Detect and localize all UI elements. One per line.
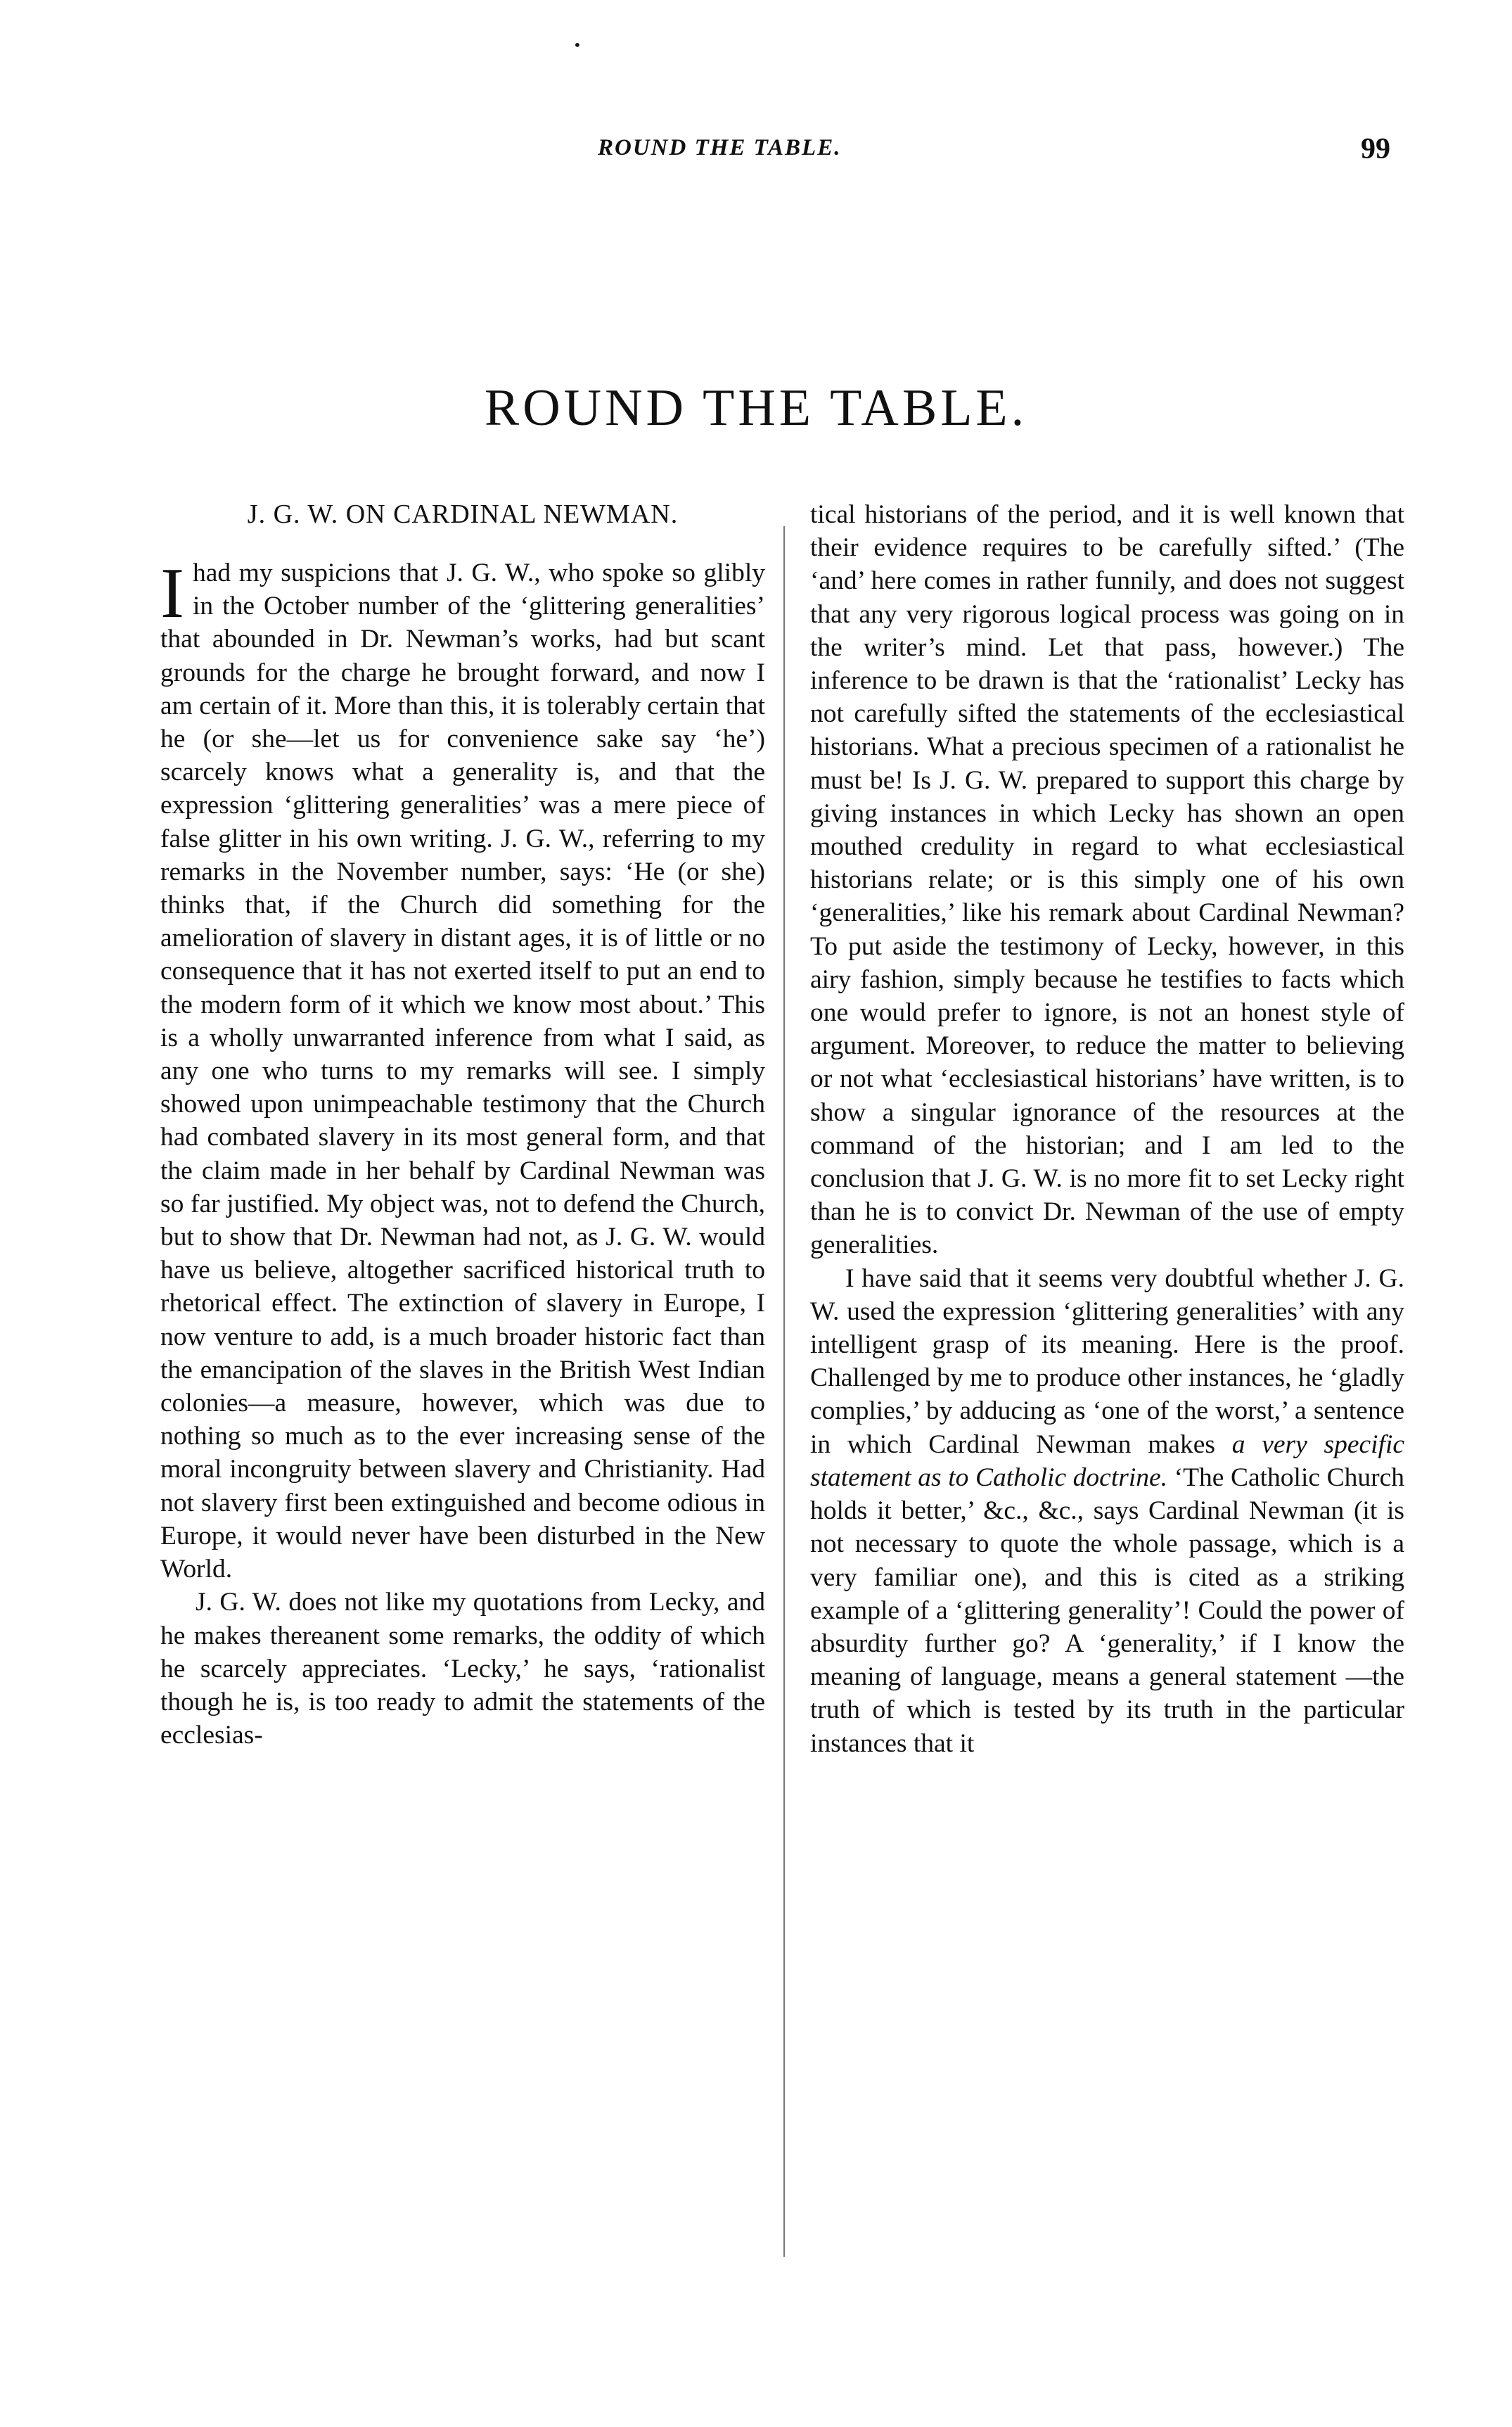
- section-heading: J. G. W. ON CARDINAL NEWMAN.: [247, 499, 679, 529]
- drop-cap: I: [160, 554, 184, 633]
- page-mark: •: [573, 37, 582, 53]
- right-paragraph-2-text-before: I have said that it seems very doubtful whether J. G. W. used the expression ‘glittering generalities’ with any intelligent grasp of its meaning. Here is the proof. Challenged by me to produce other instances, he ‘gladly complies,’ by adducing as ‘one of the worst,’ a sentence in which Cardinal Newman makes: [810, 1263, 1404, 1459]
- right-paragraph-2-text-after: ‘The Catholic Church holds it better,’ &c., &c., says Cardinal Newman (it is not necessary to quote the whole passage, which is a very familiar one), and this is cited as a striking example of a ‘glittering generality’! Could the power of absurdity further go? A ‘generality,’ if I know the meaning of language, means a general statement —the truth of which is tested by its truth in the particular instances that it: [810, 1463, 1404, 1758]
- left-paragraph-1-text: had my suspicions that J. G. W., who spoke so glibly in the October number of the ‘glittering generalities’ that abounded in Dr. Newman’s works, had but scant grounds for the charge he brought forward, and now I am certain of it. More than this, it is tolerably certain that he (or she—let us for convenience sake say ‘he’) scarcely knows what a generality is, and that the expression ‘glittering generalities’ was a mere piece of false glitter in his own writing. J. G. W., referring to my remarks in the November number, says: ‘He (or she) thinks that, if the Church did something for the amelioration of slavery in distant ages, it is of little or no consequence that it has not exerted itself to put an end to the modern form of it which we know most about.’ This is a wholly unwarranted inference from what I said, as any one who turns to my remarks will see. I simply showed upon unimpeachable testimony that the Church had combated slavery in its most general form, and that the claim made in her behalf by Cardinal Newman was so far justified. My object was, not to defend the Church, but to show that Dr. Newman had not, as J. G. W. would have us believe, altogether sacrificed historical truth to rhetorical effect. The extinction of slavery in Europe, I now venture to add, is a much broader historic fact than the emancipation of the slaves in the British West Indian colonies—a measure, however, which was due to nothing so much as to the ever increasing sense of the moral incongruity between slavery and Christianity. Had not slavery first been extinguished and become odious in Europe, it would never have been disturbed in the New World.: [160, 559, 765, 1584]
- column-divider: [783, 526, 785, 2257]
- article-title: ROUND THE TABLE.: [484, 379, 1028, 437]
- left-paragraph-2: J. G. W. does not like my quotations from Lecky, and he makes thereanent some remarks, the oddity of which he scarcely appreciates. ‘Lecky,’ he says, ‘rationalist though he is, is too ready to admit the statements of the ecclesias-: [160, 1588, 765, 1750]
- right-paragraph-2: [810, 1262, 1404, 1760]
- left-column: [160, 498, 765, 1752]
- running-head: [0, 135, 1512, 170]
- left-paragraph-1: [160, 556, 765, 1586]
- page-number: 99: [1361, 133, 1390, 165]
- right-paragraph-1: tical historians of the period, and it is well known that their evidence requires to be carefully sifted.’ (The ‘and’ here comes in rather funnily, and does not suggest that any very rigorous logical process was going on in the writer’s mind. Let that pass, however.) The inference to be drawn is that the ‘rationalist’ Lecky has not carefully sifted the statements of the ecclesiastical historians. What a precious specimen of a rationalist he must be! Is J. G. W. prepared to support this charge by giving instances in which Lecky has shown an open mouthed credulity in regard to what ecclesiastical historians relate; or is this simply one of his own ‘generalities,’ like his remark about Cardinal Newman? To put aside the testimony of Lecky, however, in this airy fashion, simply because he testifies to facts which one would prefer to ignore, is not an honest style of argument. Moreover, to reduce the matter to believing or not what ‘ecclesiastical historians’ have written, is to show a singular ignorance of the resources at the command of the historian; and I am led to the conclusion that J. G. W. is no more fit to set Lecky right than he is to convict Dr. Newman of the use of empty generalities.: [810, 500, 1404, 1260]
- right-paragraph-2-italic: a very specific statement as to Catholic doctrine.: [810, 1429, 1405, 1492]
- running-head-title: ROUND THE TABLE.: [598, 135, 842, 160]
- right-column: [810, 498, 1404, 1760]
